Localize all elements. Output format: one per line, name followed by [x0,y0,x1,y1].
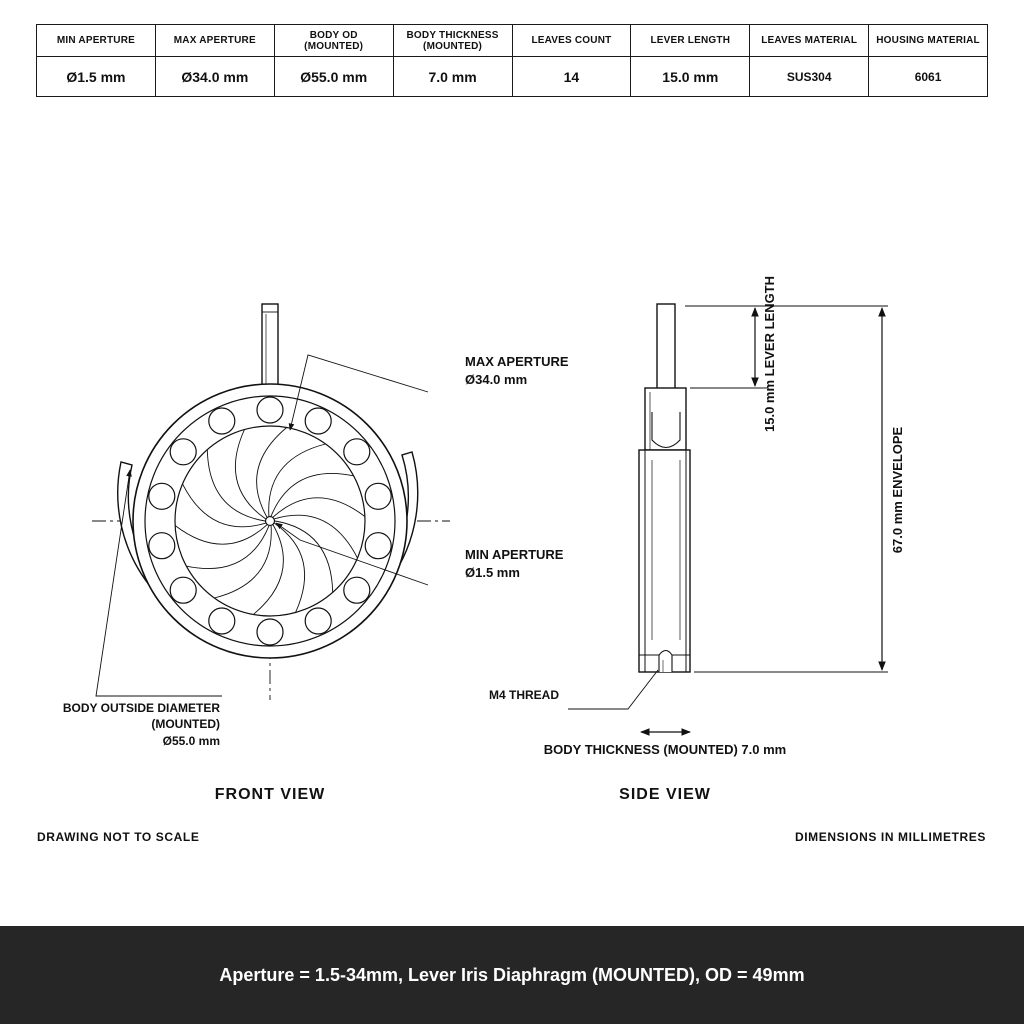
value-lever-length: 15.0 mm [631,57,750,97]
max-aperture-label: MAX APERTURE [465,354,569,369]
note-not-to-scale: DRAWING NOT TO SCALE [37,830,200,844]
value-max-aperture: Ø34.0 mm [155,57,274,97]
bolt-hole [149,533,175,559]
side-view [568,304,888,732]
header-body-od-line1: BODY OD [309,29,358,41]
header-min-aperture: MIN APERTURE [37,25,156,57]
value-body-od: Ø55.0 mm [274,57,393,97]
header-body-thickness-line2: (MOUNTED) [423,40,483,52]
header-housing-material: HOUSING MATERIAL [869,25,988,57]
bolt-hole [149,483,175,509]
bolt-hole [209,608,235,634]
caption-bar [0,926,1024,1024]
min-aperture-label: MIN APERTURE [465,547,564,562]
value-housing-material: 6061 [869,57,988,97]
value-min-aperture: Ø1.5 mm [37,57,156,97]
value-leaves-material: SUS304 [750,57,869,97]
m4-thread [659,651,672,673]
min-aperture-value: Ø1.5 mm [465,565,520,580]
front-view-title: FRONT VIEW [214,786,326,803]
m4-thread-label: M4 THREAD [488,688,559,702]
header-body-thickness-line1: BODY THICKNESS [406,29,499,41]
body-od-label-line1: BODY OUTSIDE DIAMETER [62,701,220,715]
front-view [92,304,450,700]
header-body-od-line2: (MOUNTED) [304,40,364,52]
header-leaves-count: LEAVES COUNT [512,25,631,57]
bolt-hole [344,439,370,465]
bolt-hole [305,608,331,634]
envelope-label: 67.0 mm ENVELOPE [890,426,905,554]
thread-leader [568,670,658,709]
header-leaves-material: LEAVES MATERIAL [750,25,869,57]
body-od-value: Ø55.0 mm [162,734,220,748]
side-body [639,450,690,672]
bolt-hole [305,408,331,434]
side-view-title: SIDE VIEW [619,786,711,803]
body-thickness-label: BODY THICKNESS (MOUNTED) 7.0 mm [543,742,787,757]
header-lever-length: LEVER LENGTH [631,25,750,57]
note-dimensions-units: DIMENSIONS IN MILLIMETRES [794,830,986,844]
bolt-hole [257,397,283,423]
bolt-hole [170,439,196,465]
body-od-label-line2: (MOUNTED) [151,717,220,731]
bolt-hole [209,408,235,434]
bolt-hole [257,619,283,645]
bolt-hole [344,577,370,603]
lever-length-label: 15.0 mm LEVER LENGTH [762,275,777,432]
caption-text: Aperture = 1.5-34mm, Lever Iris Diaphragm (MOUNTED), OD = 49mm [219,964,805,985]
min-aperture-hole [266,517,275,526]
value-leaves-count: 14 [512,57,631,97]
bolt-hole [365,483,391,509]
bolt-hole [365,533,391,559]
header-max-aperture: MAX APERTURE [155,25,274,57]
max-aperture-value: Ø34.0 mm [465,372,528,387]
value-body-thickness: 7.0 mm [393,57,512,97]
bolt-hole [170,577,196,603]
